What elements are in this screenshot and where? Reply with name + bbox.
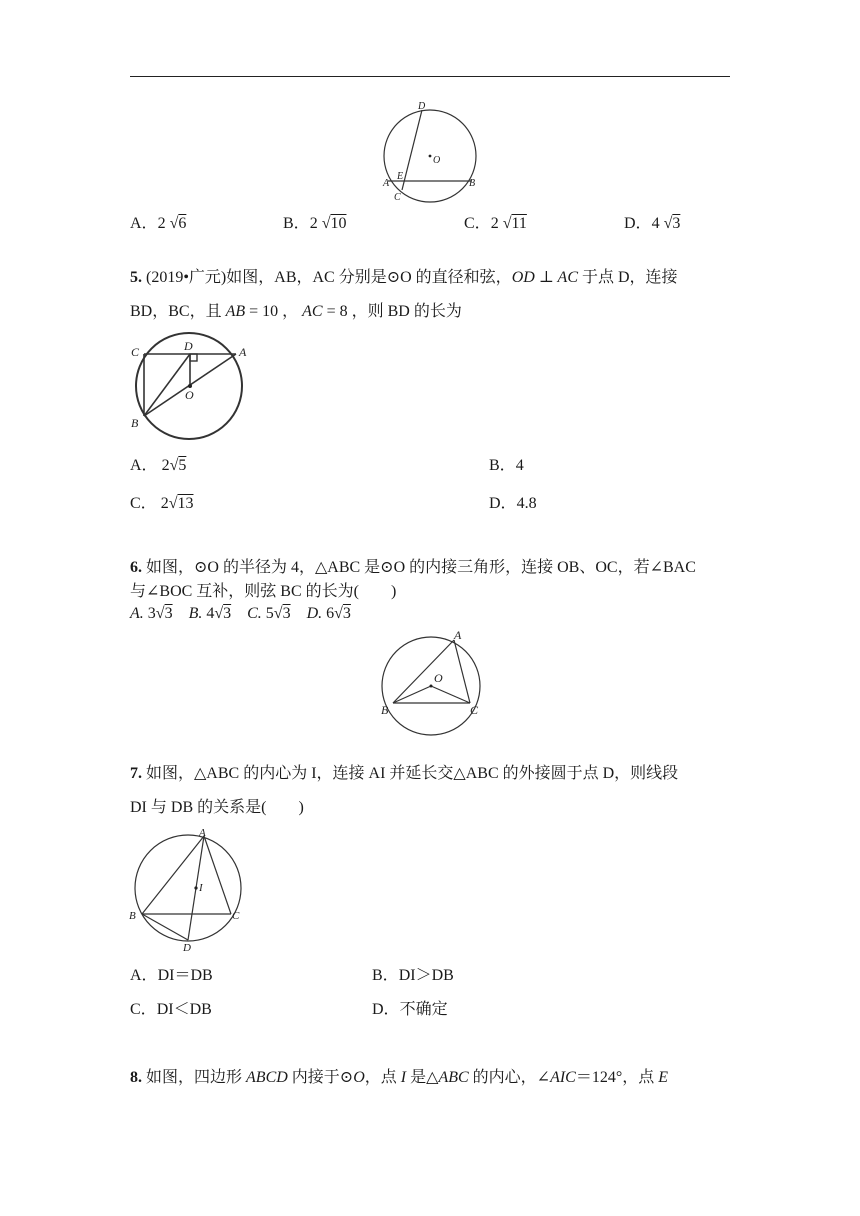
- option-coef: 4: [651, 215, 660, 232]
- option-letter: A．: [130, 215, 158, 232]
- q5-text: (2019•广元)如图，AB，AC 分别是⊙O 的直径和弦，: [146, 269, 512, 286]
- q6-option-c[interactable]: C. 5√3: [247, 605, 291, 622]
- option-coef: 2: [490, 215, 499, 232]
- q6-label-c: C: [470, 703, 479, 717]
- q6-figure: [374, 628, 490, 738]
- option-coef: 2: [161, 457, 170, 474]
- option-radicand: 5: [178, 457, 187, 474]
- question-number: 5.: [130, 269, 142, 286]
- q8-math: ABCD: [246, 1069, 288, 1086]
- q5-figure: [128, 336, 254, 444]
- option-letter: D．: [489, 495, 517, 512]
- q8-math: E: [658, 1069, 669, 1086]
- option-letter: A．: [130, 457, 158, 474]
- q7-option-c[interactable]: [130, 1000, 212, 1020]
- q7-label-d: D: [183, 942, 191, 954]
- option-letter: C．: [464, 215, 491, 232]
- q8-text: 内接于⊙: [287, 1069, 354, 1086]
- q8-math: ABC: [438, 1069, 469, 1086]
- q7-label-b: B: [129, 910, 136, 922]
- q5-label-a: A: [239, 345, 247, 359]
- q7-label-c: C: [232, 910, 240, 922]
- option-coef: 6: [326, 605, 335, 622]
- q4-label-o: O: [433, 155, 441, 166]
- header-rule: [130, 76, 730, 77]
- q7-stem-line1: [130, 764, 678, 784]
- q4-option-b[interactable]: B．2 √10: [283, 215, 347, 232]
- q7-label-a: A: [199, 827, 206, 839]
- q5-stem-line1: [130, 268, 678, 288]
- q5-math: AC: [302, 303, 323, 320]
- q6-text: 与∠BOC 互补，则弦 BC 的长为( ): [130, 583, 397, 600]
- q5-option-c[interactable]: C． 2√13: [130, 495, 194, 512]
- q7-label-i: I: [199, 882, 203, 894]
- q6-label-o: O: [434, 671, 443, 685]
- option-letter: C.: [247, 605, 262, 622]
- question-number: 8.: [130, 1069, 142, 1086]
- question-number: 6.: [130, 559, 142, 576]
- q8-math: O: [353, 1069, 365, 1086]
- option-coef: 2: [160, 495, 169, 512]
- q6-stem-line1: [130, 558, 696, 578]
- q6-options: [130, 604, 351, 624]
- q4-label-b: B: [469, 178, 476, 189]
- q4-label-d: D: [418, 101, 426, 112]
- q5-label-d: D: [184, 339, 193, 353]
- option-coef: 2: [309, 215, 318, 232]
- option-coef: 2: [157, 215, 166, 232]
- option-letter: A．: [130, 967, 158, 984]
- q5-text: = 10 ，: [245, 303, 303, 320]
- q5-text: 于点 D，连接: [578, 269, 678, 286]
- q4-option-d[interactable]: D．4 √3: [624, 215, 681, 232]
- option-text: 不确定: [399, 1001, 448, 1018]
- option-radicand: 10: [330, 215, 347, 232]
- q7-text: DI 与 DB 的关系是( ): [130, 799, 304, 816]
- option-radicand: 11: [511, 215, 527, 232]
- q6-text: 如图，⊙O 的半径为 4，△ABC 是⊙O 的内接三角形，连接 OB、OC，若∠BAC: [142, 559, 696, 576]
- option-coef: 4: [206, 605, 215, 622]
- option-text: 4.8: [516, 495, 537, 512]
- q6-option-b[interactable]: B. 4√3: [188, 605, 232, 622]
- option-radicand: 3: [282, 605, 291, 622]
- option-text: DI＝DB: [157, 967, 213, 984]
- option-letter: B.: [188, 605, 203, 622]
- option-letter: B．: [372, 967, 399, 984]
- q7-option-d[interactable]: [372, 1000, 448, 1020]
- option-text: DI＞DB: [398, 967, 454, 984]
- q8-text: ，点: [364, 1069, 401, 1086]
- q5-math: OD ⊥ AC: [511, 269, 578, 286]
- q5-text: = 8 ，则 BD 的长为: [322, 303, 462, 320]
- q5-option-b[interactable]: [489, 456, 524, 476]
- q5-math: AB: [225, 303, 246, 320]
- option-radicand: 13: [177, 495, 194, 512]
- option-letter: B．: [489, 457, 516, 474]
- q5-option-a[interactable]: A． 2√5: [130, 457, 187, 474]
- option-letter: D．: [624, 215, 652, 232]
- q5-label-o: O: [185, 388, 194, 402]
- q4-label-e: E: [397, 171, 404, 182]
- option-radicand: 6: [178, 215, 187, 232]
- q5-label-c: C: [131, 345, 140, 359]
- option-radicand: 3: [342, 605, 351, 622]
- option-coef: 3: [147, 605, 156, 622]
- question-number: 7.: [130, 765, 142, 782]
- q8-math: AIC: [550, 1069, 576, 1086]
- q4-option-a[interactable]: A．2 √6: [130, 215, 187, 232]
- option-letter: A.: [130, 605, 144, 622]
- q8-text: ＝124°，点: [575, 1069, 659, 1086]
- q5-stem-line2: [130, 302, 462, 322]
- q4-label-a: A: [383, 178, 390, 189]
- option-letter: C．: [130, 495, 157, 512]
- q5-text: BD，BC，且: [130, 303, 226, 320]
- q7-figure: [126, 824, 248, 954]
- q4-option-c[interactable]: C．2 √11: [464, 215, 527, 232]
- q6-stem-line2: [130, 582, 396, 602]
- q5-label-b: B: [131, 416, 139, 430]
- q6-option-d[interactable]: D. 6√3: [306, 605, 351, 622]
- q8-math: I: [400, 1069, 407, 1086]
- q7-text: 如图，△ABC 的内心为 I，连接 AI 并延长交△ABC 的外接圆于点 D，则线段: [142, 765, 679, 782]
- option-letter: C．: [130, 1001, 157, 1018]
- option-text: 4: [515, 457, 524, 474]
- option-text: DI＜DB: [156, 1001, 212, 1018]
- q7-option-b[interactable]: [372, 966, 454, 986]
- q7-stem-line2: [130, 798, 304, 818]
- q8-stem-line1: [130, 1068, 668, 1088]
- q6-option-a[interactable]: A. 3√3: [130, 605, 173, 622]
- option-radicand: 3: [164, 605, 173, 622]
- option-letter: D．: [372, 1001, 400, 1018]
- q8-text: 如图，四边形: [142, 1069, 247, 1086]
- q4-figure: [378, 100, 488, 206]
- q5-option-d[interactable]: [489, 494, 537, 514]
- q4-label-c: C: [394, 192, 401, 203]
- option-radicand: 3: [223, 605, 232, 622]
- q7-option-a[interactable]: [130, 966, 213, 986]
- option-letter: B．: [283, 215, 310, 232]
- q6-label-b: B: [381, 703, 389, 717]
- q8-text: 是△: [406, 1069, 439, 1086]
- option-radicand: 3: [672, 215, 681, 232]
- option-coef: 5: [265, 605, 274, 622]
- option-letter: D.: [306, 605, 323, 622]
- q6-label-a: A: [454, 628, 462, 642]
- q8-text: 的内心，∠: [468, 1069, 551, 1086]
